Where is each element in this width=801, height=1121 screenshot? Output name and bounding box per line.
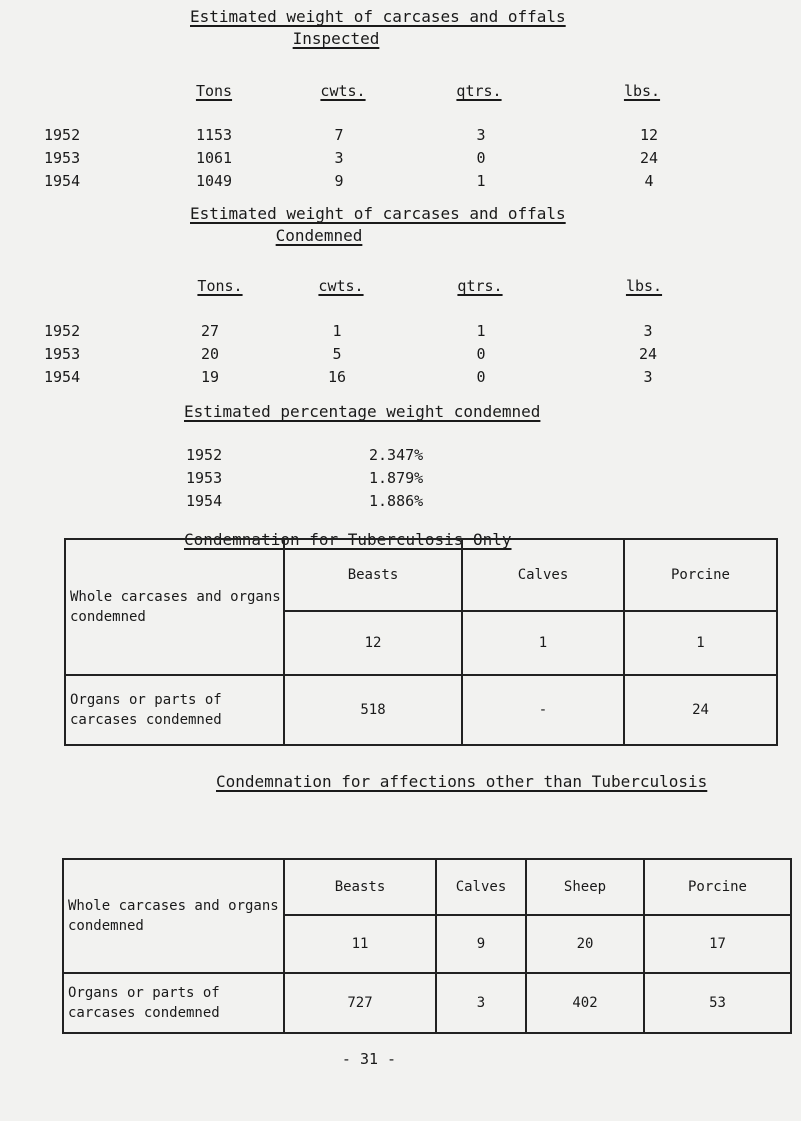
cell-qtrs: 0 [476,149,486,167]
row-year: 1952 [44,126,81,144]
cell-lbs: 12 [639,126,659,144]
tb-row-label: Organs or parts of carcases condemned [65,675,284,745]
row-year: 1952 [186,446,223,464]
cell-tons: 27 [200,322,220,340]
tb-cell: 24 [624,675,777,745]
tb-cell: 12 [284,611,462,675]
row-year: 1952 [44,322,81,340]
cell-qtrs: 0 [476,368,486,386]
cell-qtrs: 1 [476,322,486,340]
cell-qtrs: 3 [476,126,486,144]
other-cell: 11 [284,915,436,973]
other-cell: 53 [644,973,791,1033]
other-cell: 20 [526,915,644,973]
tb-column-header: Porcine [624,539,777,611]
section3-title: Estimated percentage weight condemned [184,402,541,421]
section1-header-lbs: lbs. [623,82,661,100]
other-cell: 3 [436,973,526,1033]
cell-lbs: 24 [639,149,659,167]
other-row-label: Organs or parts of carcases condemned [63,973,284,1033]
row-year: 1954 [186,492,223,510]
cell-qtrs: 0 [476,345,486,363]
tb-column-header: Beasts [284,539,462,611]
tb-cell: - [462,675,624,745]
section1-header-cwts: cwts. [320,82,366,100]
section1-subtitle: Inspected [292,29,380,48]
section2-header-tons: Tons. [197,277,243,295]
section1-title: Estimated weight of carcases and offals [190,7,566,26]
other-cell: 402 [526,973,644,1033]
section2-title: Estimated weight of carcases and offals [190,204,566,223]
section2-header-cwts: cwts. [318,277,364,295]
page-number: - 31 - [341,1050,397,1068]
cell-tons: 1153 [195,126,233,144]
tb-table-title: Condemnation for Tuberculosis Only [184,530,512,549]
cell-cwts: 5 [332,345,342,363]
row-year: 1953 [186,469,223,487]
tb-table [64,538,778,746]
cell-cwts: 7 [334,126,344,144]
section2-header-lbs: lbs. [625,277,663,295]
row-year: 1954 [44,172,81,190]
other-table [62,858,792,1034]
section2-header-qtrs: qtrs. [457,277,503,295]
section2-subtitle: Condemned [275,226,363,245]
other-column-header: Beasts [284,859,436,915]
tb-column-header: Calves [462,539,624,611]
cell-lbs: 24 [638,345,658,363]
section1-header-tons: Tons [195,82,233,100]
cell-cwts: 16 [327,368,347,386]
other-table-title: Condemnation for affections other than Tuberculosis [216,772,708,791]
cell-cwts: 3 [334,149,344,167]
percentage-value: 1.879% [369,469,424,487]
cell-lbs: 3 [643,322,653,340]
cell-lbs: 3 [643,368,653,386]
other-column-header: Sheep [526,859,644,915]
section1-header-qtrs: qtrs. [456,82,502,100]
cell-tons: 20 [200,345,220,363]
cell-tons: 1049 [195,172,233,190]
other-cell: 727 [284,973,436,1033]
tb-cell: 518 [284,675,462,745]
tb-cell: 1 [462,611,624,675]
percentage-value: 2.347% [369,446,424,464]
tb-row-label: Whole carcases and organs condemned [65,539,284,675]
cell-qtrs: 1 [476,172,486,190]
other-cell: 17 [644,915,791,973]
other-column-header: Calves [436,859,526,915]
cell-cwts: 9 [334,172,344,190]
row-year: 1953 [44,149,81,167]
row-year: 1953 [44,345,81,363]
other-column-header: Porcine [644,859,791,915]
cell-tons: 1061 [195,149,233,167]
row-year: 1954 [44,368,81,386]
other-row-label: Whole carcases and organs condemned [63,859,284,973]
cell-cwts: 1 [332,322,342,340]
percentage-value: 1.886% [369,492,424,510]
cell-lbs: 4 [644,172,654,190]
tb-cell: 1 [624,611,777,675]
other-cell: 9 [436,915,526,973]
cell-tons: 19 [200,368,220,386]
